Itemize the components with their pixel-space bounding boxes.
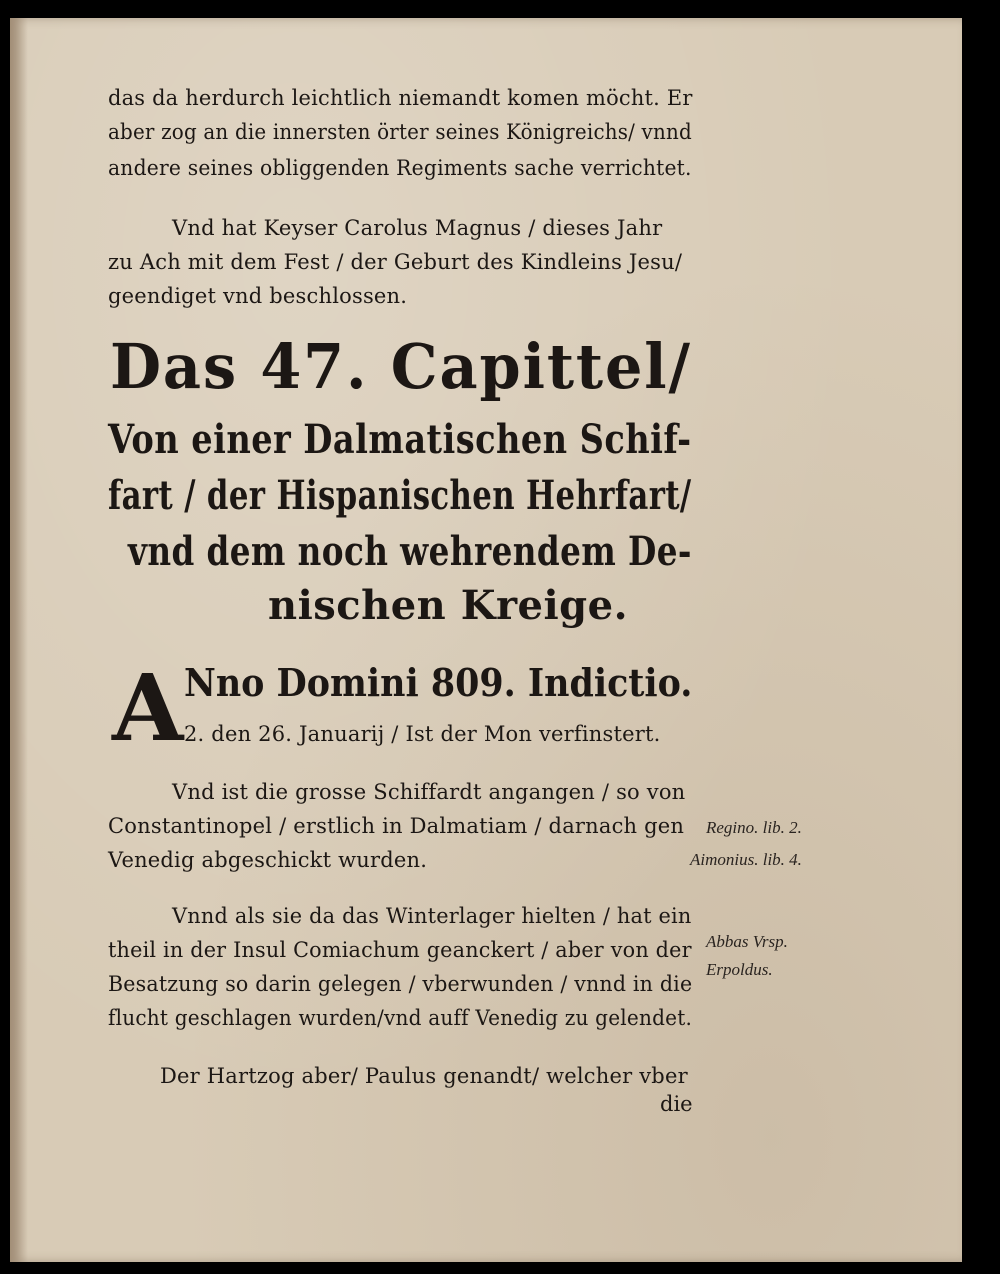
- chapter-subtitle-line: vnd dem noch wehrendem De-: [128, 528, 692, 575]
- chapter-title: Das 47. Capittel/: [110, 330, 692, 403]
- text-line: Vnnd als sie da das Winterlager hielten / hat ein: [172, 904, 692, 928]
- text-line: Vnd ist die grosse Schiffardt angangen / so von: [172, 780, 686, 804]
- text-line: 2. den 26. Januarij / Ist der Mon verfinstert.: [184, 722, 661, 746]
- text-line: Constantinopel / erstlich in Dalmatiam / darnach gen: [108, 814, 685, 838]
- chapter-subtitle-line: Von einer Dalmatischen Schif-: [108, 416, 692, 463]
- text-line: aber zog an die innersten örter seines Königreichs/ vnnd: [108, 120, 692, 144]
- margin-note: Regino. lib. 2.: [706, 818, 802, 837]
- text-line: Venedig abgeschickt wurden.: [108, 848, 428, 872]
- page-gutter-shadow: [10, 18, 28, 1262]
- text-line: Besatzung so darin gelegen / vberwunden / vnnd in die: [108, 972, 693, 996]
- text-line: zu Ach mit dem Fest / der Geburt des Kindleins Jesu/: [108, 250, 683, 274]
- margin-note: Abbas Vrsp.: [706, 932, 788, 951]
- text-line: geendiget vnd beschlossen.: [108, 284, 408, 308]
- chapter-subtitle-line: nischen Kreige.: [268, 582, 629, 629]
- text-line: flucht geschlagen wurden/vnd auff Venedig zu gelendet.: [108, 1006, 693, 1030]
- catchword: die: [660, 1092, 693, 1116]
- margin-note: Erpoldus.: [706, 960, 773, 979]
- text-line: das da herdurch leichtlich niemandt komen möcht. Er: [108, 86, 693, 110]
- text-line: andere seines obliggenden Regiments sache verrichtet.: [108, 156, 692, 180]
- text-line: Vnd hat Keyser Carolus Magnus / dieses Jahr: [172, 216, 663, 240]
- text-line: theil in der Insul Comiachum geanckert / aber von der: [108, 938, 692, 962]
- margin-note: Aimonius. lib. 4.: [690, 850, 802, 869]
- annals-heading: Nno Domini 809. Indictio.: [184, 660, 693, 705]
- chapter-subtitle-line: fart / der Hispanischen Hehrfart/: [108, 472, 692, 519]
- text-line: Der Hartzog aber/ Paulus genandt/ welcher vber: [160, 1064, 688, 1088]
- drop-cap-initial: A: [112, 654, 184, 762]
